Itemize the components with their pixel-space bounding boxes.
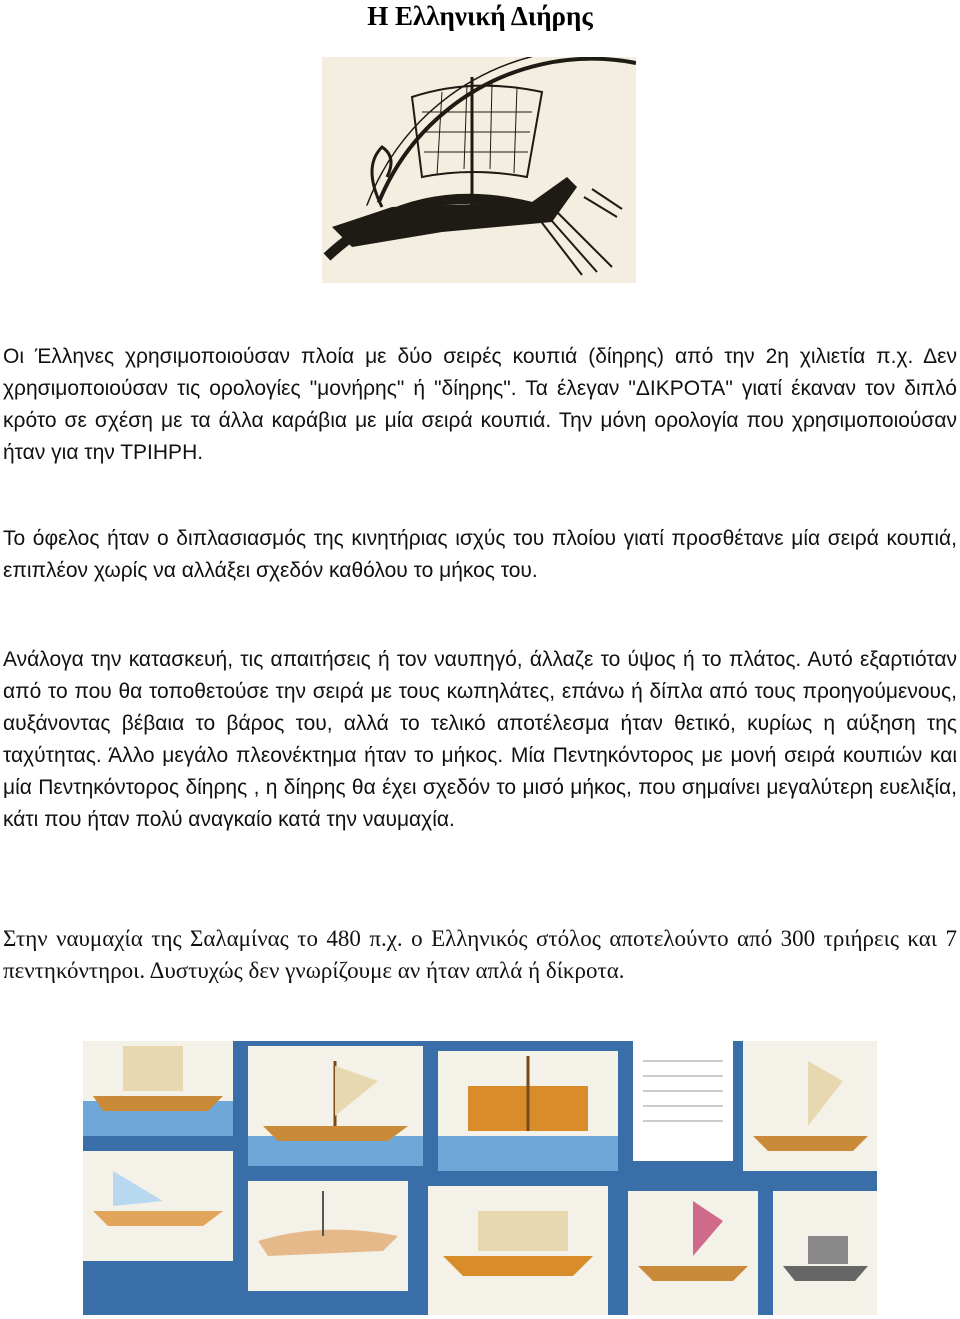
drawing-sheet-3	[438, 1051, 618, 1171]
bireme-drawing	[322, 57, 636, 283]
drawing-sheet-10	[773, 1191, 877, 1315]
student-drawings-photo	[83, 1041, 877, 1315]
paragraph-2: Το όφελος ήταν ο διπλασιασμός της κινητήριας ισχύς του πλοίου γιατί προσθέτανε μία σειρά κουπιά, επιπλέον χωρίς να αλλάξει σχεδόν καθόλου το μήκος του.	[3, 527, 957, 582]
bireme-illustration	[322, 57, 636, 283]
drawing-sheet-8	[428, 1186, 608, 1315]
drawings-board	[83, 1041, 877, 1315]
drawing-sheet-1	[83, 1041, 233, 1136]
drawing-sheet-2	[248, 1046, 423, 1166]
paragraph-4: Στην ναυμαχία της Σαλαμίνας το 480 π.χ. ο Ελληνικός στόλος αποτελούντο από 300 τριήρεις και 7 πεντηκόντηροι. Δυστυχώς δεν γνωρίζουμε αν ήταν απλά ή δίκροτα.	[3, 926, 957, 983]
paragraph-1: Οι Έλληνες χρησιμοποιούσαν πλοία με δύο σειρές κουπιά (δίηρης) από την 2η χιλιετία π.χ. Δεν χρησιμοποιούσαν τις ορολογίες "μονήρης" ή "δίηρης". Τα έλεγαν "ΔΙΚΡΟΤΑ" γιατί έκαναν τον διπλό κρότο σε σχέση με τα άλλα καράβια με μία σειρά κουπιά. Την μόνη ορολογία που χρησιμοποιούσαν ήταν για την ΤΡΙΗΡΗ.	[3, 345, 957, 464]
drawing-sheet-4	[633, 1041, 733, 1161]
sail-shape	[412, 86, 542, 177]
page-title: Η Ελληνική Διήρης	[367, 1, 593, 31]
drawing-sheet-5	[743, 1041, 877, 1171]
paragraph-3: Ανάλογα την κατασκευή, τις απαιτήσεις ή τον ναυπηγό, άλλαζε το ύψος ή το πλάτος. Αυτό εξαρτιόταν από το που θα τοποθετούσε την σειρά με τους κωπηλάτες, επάνω ή δίπλα από τους προηγούμενους, αυξάνοντας βέβαια το βάρος του, αλλά το τελικό αποτέλεσμα ήταν θετικό, κυρίως η αύξηση της ταχύτητας. Άλλο μεγάλο πλεονέκτημα ήταν το μήκος. Μία Πεντηκόντορος με μονή σειρά κουπιών και μία Πεντηκόντορος δίηρης , η δίηρης θα έχει σχεδόν το μισό μήκος, που σημαίνει μεγαλύτερη ευελιξία, κάτι που ήταν πολύ αναγκαίο κατά την ναυμαχία.	[3, 648, 957, 831]
drawing-sheet-9	[628, 1191, 758, 1315]
drawing-sheet-7	[248, 1181, 408, 1291]
drawing-sheet-6	[83, 1151, 233, 1261]
